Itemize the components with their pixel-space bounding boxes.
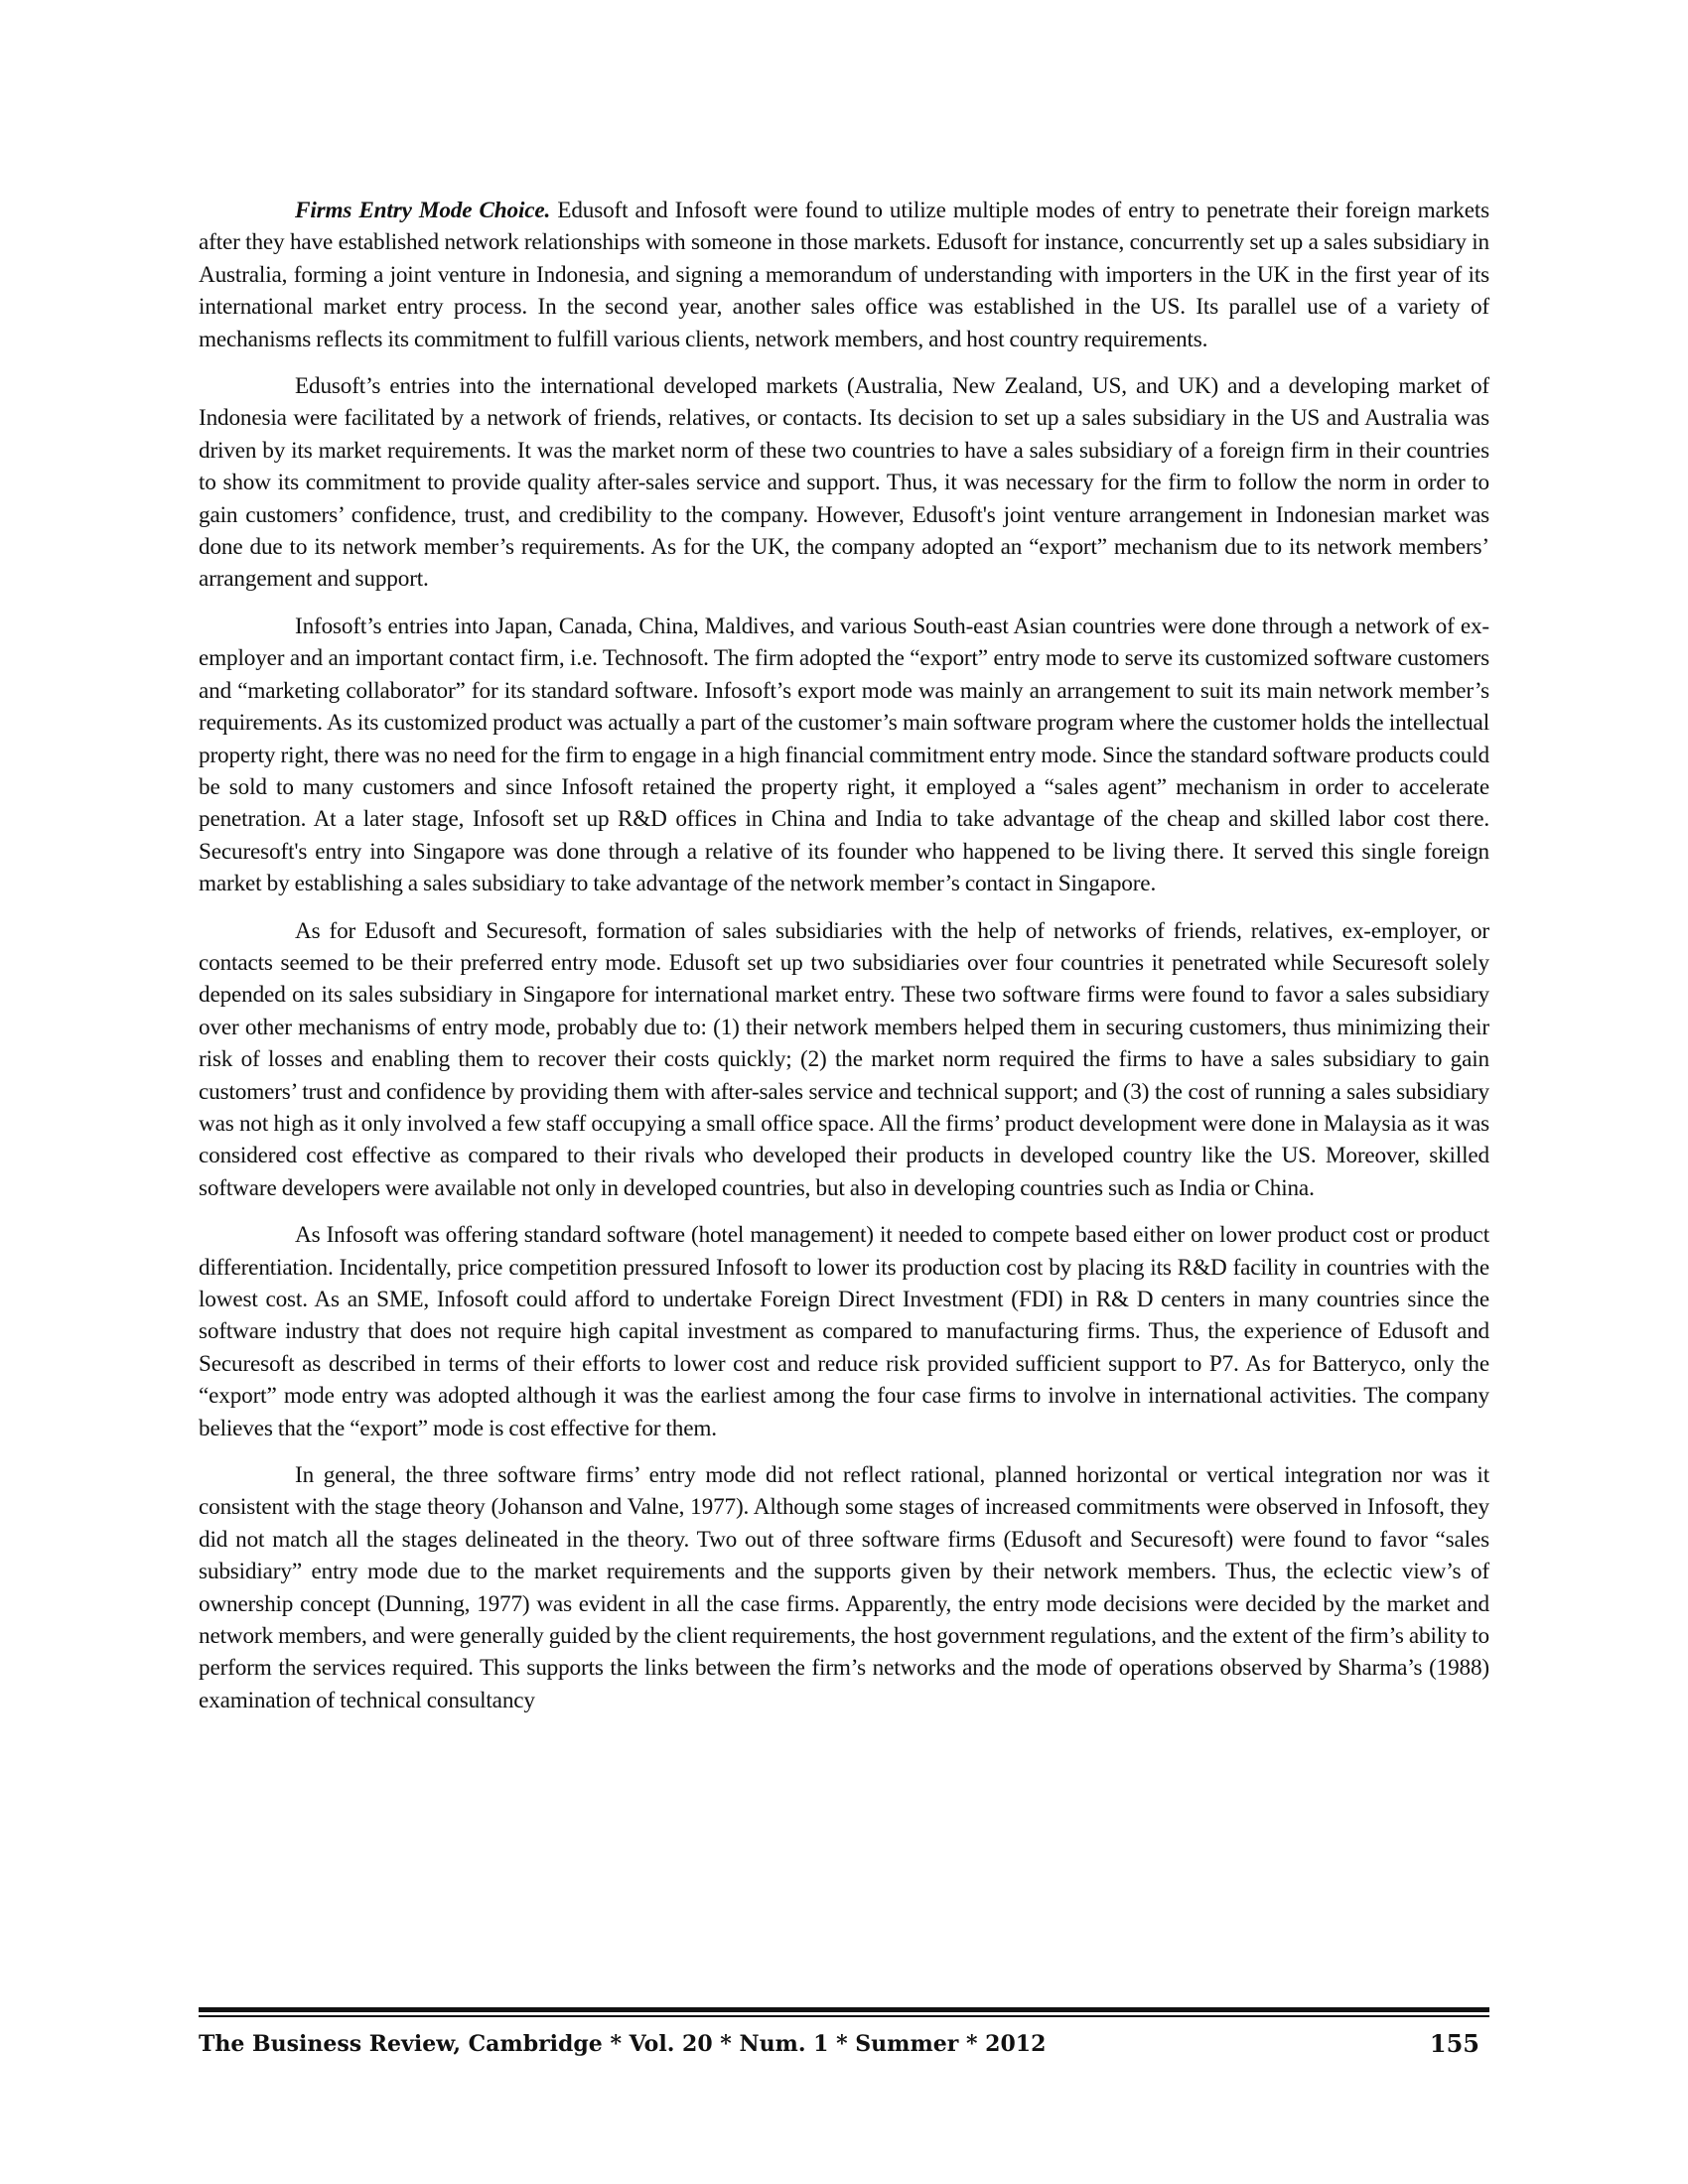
paragraph-infosoft-entries: Infosoft’s entries into Japan, Canada, China, Maldives, and various South-east Asian countries were done through a network of ex-employer and an important contact firm, i.e. Technosoft. The firm adopted the “export” entry mode to serve its customized software customers and “marketing collaborator” for its standard software. Infosoft’s export mode was mainly an arrangement to suit its main network member’s requirements. As its customized product was actually a part of the customer’s main software program where the customer holds the intellectual property right, there was no need for the firm to engage in a high financial commitment entry mode. Since the standard software products could be sold to many customers and since Infosoft retained the property right, it employed a “sales agent” mechanism in order to accelerate penetration. At a later stage, Infosoft set up R&D offices in China and India to take advantage of the cheap and skilled labor cost there. Securesoft's entry into Singapore was done through a relative of its founder who happened to be living there. It served this single foreign market by establishing a sales subsidiary to take advantage of the network member’s contact in Singapore. [199,613,1489,897]
paragraph-general-discussion: In general, the three software firms’ entry mode did not reflect rational, planned horizontal or vertical integration nor was it consistent with the stage theory (Johanson and Valne, 1977). Although some stages of increased commitments were observed in Infosoft, they did not match all the stages delineated in the theory. Two out of three software firms (Edusoft and Securesoft) were found to favor “sales subsidiary” entry mode due to the market requirements and the supports given by their network members. Thus, the eclectic view’s of ownership concept (Dunning, 1977) was evident in all the case firms. Apparently, the entry mode decisions were decided by the market and network members, and were generally guided by the client requirements, the host government regulations, and the extent of the firm’s ability to perform the services required. This supports the links between the firm’s networks and the mode of operations observed by Sharma’s (1988) examination of technical consultancy [199,1462,1489,1713]
page-footer [199,2026,1489,2062]
paragraph-edusoft-entries: Edusoft’s entries into the international developed markets (Australia, New Zealand, US, and UK) and a developing market of Indonesia were facilitated by a network of friends, relatives, or contacts. Its decision to set up a sales subsidiary in the US and Australia was driven by its market requirements. It was the market norm of these two countries to have a sales subsidiary of a foreign firm in their countries to show its commitment to provide quality after-sales service and support. Thus, it was necessary for the firm to follow the norm in order to gain customers’ confidence, trust, and credibility to the company. However, Edusoft's joint venture arrangement in Indonesian market was done due to its network member’s requirements. As for the UK, the company adopted an “export” mechanism due to its network members’ arrangement and support. [199,373,1489,593]
paragraph-infosoft-standard-software: As Infosoft was offering standard software (hotel management) it needed to compete based either on lower product cost or product differentiation. Incidentally, price competition pressured Infosoft to lower its production cost by placing its R&D facility in countries with the lowest cost. As an SME, Infosoft could afford to undertake Foreign Direct Investment (FDI) in R& D centers in many countries since the software industry that does not require high capital investment as compared to manufacturing firms. Thus, the experience of Edusoft and Securesoft as described in terms of their efforts to lower cost and reduce risk provided sufficient support to P7. As for Batteryco, only the “export” mode entry was adopted although it was the earliest among the four case firms to involve in international activities. The company believes that the “export” mode is cost effective for them. [199,1222,1489,1441]
paragraph-sales-subsidiaries: As for Edusoft and Securesoft, formation of sales subsidiaries with the help of networks of friends, relatives, ex-employer, or contacts seemed to be their preferred entry mode. Edusoft set up two subsidiaries over four countries it penetrated while Securesoft solely depended on its sales subsidiary in Singapore for international market entry. These two software firms were found to favor a sales subsidiary over other mechanisms of entry mode, probably due to: (1) their network members helped them in securing customers, thus minimizing their risk of losses and enabling them to recover their costs quickly; (2) the market norm required the firms to have a sales subsidiary to gain customers’ trust and confidence by providing them with after-sales service and technical support; and (3) the cost of running a sales subsidiary was not high as it only involved a few staff occupying a small office space. All the firms’ product development were done in Malaysia as it was considered cost effective as compared to their rivals who developed their products in developed country like the US. Moreover, skilled software developers were available not only in developed countries, but also in developing countries such as India or China. [199,917,1489,1201]
article-body [199,195,1489,1731]
footer-rule-thick [199,2007,1489,2012]
paragraph-text: Edusoft and Infosoft were found to utilize multiple modes of entry to penetrate their foreign markets after they have established network relationships with someone in those markets. Edusoft for instance, concurrently set up a sales subsidiary in Australia, forming a joint venture in Indonesia, and signing a memorandum of understanding with importers in the UK in the first year of its international market entry process. In the second year, another sales office was established in the US. Its parallel use of a variety of mechanisms reflects its commitment to fulfill various clients, network members, and host country requirements. [199,198,1490,352]
paragraph-entry-mode-choice [199,195,1489,355]
section-heading-inline: Firms Entry Mode Choice. [295,198,551,223]
footer-rule-thin [199,2015,1489,2017]
page-number: 155 [1429,2029,1479,2058]
journal-citation: The Business Review, Cambridge * Vol. 20 * Num. 1 * Summer * 2012 [199,2031,1047,2057]
